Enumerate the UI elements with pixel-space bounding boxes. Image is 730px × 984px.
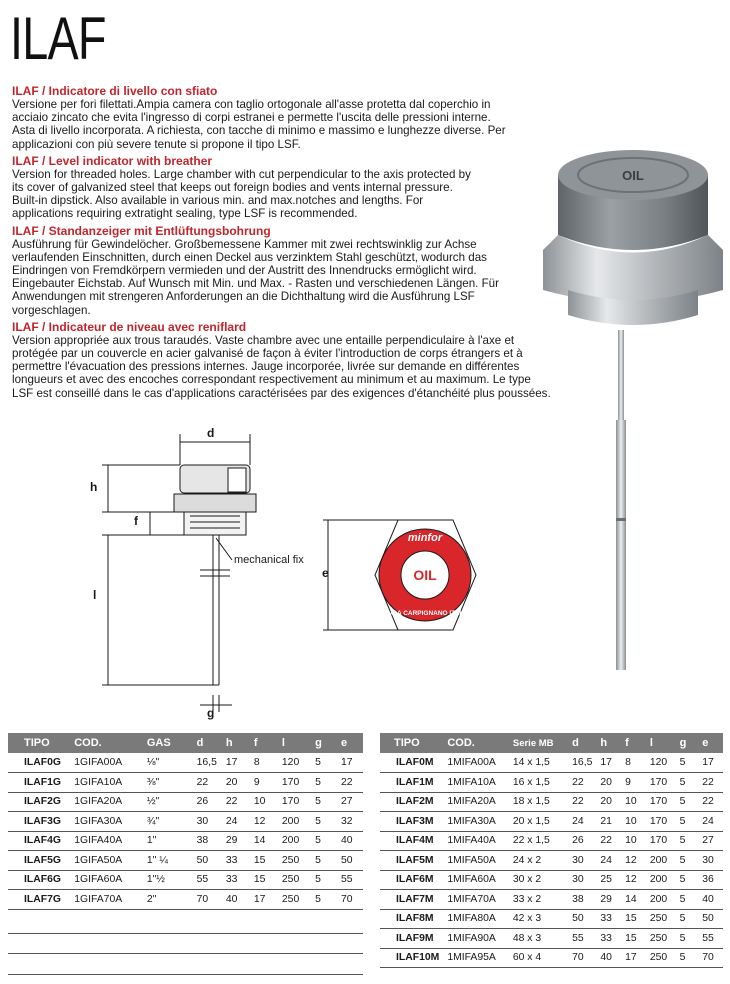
table-cell: 5 [676,753,699,773]
table-cell: 30 [568,870,596,890]
table-header-row [8,733,363,753]
table-cell: 70 [193,890,222,910]
table-cell: 250 [646,948,676,968]
table-cell: 30 [698,851,723,871]
col-e: e [337,733,363,753]
table-cell: ILAF8M [380,909,443,929]
table-cell: 16,5 [193,753,222,773]
dim-f-label: f [134,514,138,528]
table-cell: 22 x 1,5 [509,831,568,851]
table-cell: 24 [568,812,596,832]
table-cell: 33 [222,851,250,871]
table-cell: 120 [278,753,311,773]
table-cell: 9 [621,773,646,793]
table-cell: 33 [596,909,621,929]
table-cell: 1MIFA20A [443,792,509,812]
table-cell: 170 [646,831,676,851]
table-row [380,753,723,773]
table-cell: 5 [676,792,699,812]
table-cell: 1GIFA40A [70,831,143,851]
table-cell: ILAF2M [380,792,443,812]
table-cell: 17 [698,753,723,773]
table-cell: 24 [596,851,621,871]
table-cell: ILAF6G [8,870,70,890]
table-cell: 1GIFA10A [70,773,143,793]
table-cell: 200 [278,831,311,851]
table-cell: 50 [193,851,222,871]
table-cell: 15 [621,909,646,929]
table-cell: 17 [250,890,278,910]
table-cell: 5 [676,851,699,871]
table-cell: 170 [278,792,311,812]
table-cell: 14 [250,831,278,851]
dim-d-label: d [207,426,215,440]
table-cell: 17 [222,753,250,773]
table-cell: 250 [278,870,311,890]
table-cell: 22 [698,773,723,793]
table-cell: 5 [676,890,699,910]
table-cell: 1MIFA80A [443,909,509,929]
table-cell: ILAF6M [380,870,443,890]
table-cell: 22 [698,792,723,812]
table-cell: 15 [621,929,646,949]
col-h: h [222,733,250,753]
table-cell: 1GIFA50A [70,851,143,871]
table-cell: 17 [337,753,363,773]
table-gas-empty-rows [8,913,363,975]
col-serie-mb: Serie MB [509,733,568,753]
table-cell: 1GIFA60A [70,870,143,890]
table-cell: 33 [222,870,250,890]
table-row [380,929,723,949]
table-cell: ILAF0G [8,753,70,773]
table-cell: 200 [278,812,311,832]
table-cell: 1" [143,831,193,851]
table-row [8,773,363,793]
col-f: f [250,733,278,753]
table-cell: ILAF2G [8,792,70,812]
table-cell: 22 [568,773,596,793]
table-cell: ILAF5M [380,851,443,871]
section-heading-de: ILAF / Standanzeiger mit Entlüftungsbohrung [12,223,271,238]
table-cell: 27 [337,792,363,812]
table-cell: 1" ¼ [143,851,193,871]
table-cell: 10 [250,792,278,812]
table-cell: 1MIFA10A [443,773,509,793]
table-cell: 250 [278,890,311,910]
table-cell: 170 [646,773,676,793]
table-cell: 30 x 2 [509,870,568,890]
table-cell: ILAF4G [8,831,70,851]
table-cell: 10 [621,812,646,832]
table-cell: 16 x 1,5 [509,773,568,793]
table-row [380,851,723,871]
table-row [380,890,723,910]
table-cell: 16,5 [568,753,596,773]
table-cell: 1MIFA70A [443,890,509,910]
table-cell: 38 [193,831,222,851]
table-row [8,753,363,773]
table-cell: 20 [596,792,621,812]
table-cell: 1GIFA30A [70,812,143,832]
table-cell: 5 [676,909,699,929]
table-cell: ½" [143,792,193,812]
page-title: ILAF [10,5,106,72]
table-cell: 18 x 1,5 [509,792,568,812]
table-cell: 15 [250,870,278,890]
table-cell: 26 [193,792,222,812]
table-cell: ILAF4M [380,831,443,851]
table-cell: 250 [646,909,676,929]
table-cell: 17 [596,753,621,773]
table-cell: 1MIFA30A [443,812,509,832]
table-mb [380,733,723,968]
table-cell: 22 [568,792,596,812]
table-cell: 1"½ [143,870,193,890]
table-cell: 26 [568,831,596,851]
table-row [380,870,723,890]
table-cell: 12 [621,851,646,871]
table-cell: ILAF1M [380,773,443,793]
table-cell: 22 [596,831,621,851]
table-cell: 170 [646,812,676,832]
col-g: g [676,733,699,753]
table-cell: ILAF5G [8,851,70,871]
table-cell: 14 x 1,5 [509,753,568,773]
table-cell: ILAF3G [8,812,70,832]
table-cell: 30 [193,812,222,832]
table-cell: 5 [311,792,337,812]
col-f: f [621,733,646,753]
table-cell: 10 [621,831,646,851]
table-cell: 250 [646,929,676,949]
table-cell: 48 x 3 [509,929,568,949]
col-cod: COD. [443,733,509,753]
section-body-de: Ausführung für Gewindelöcher. Großbemessene Kammer mit zwei rechtswinklig zur Achse verlaufenden Einschnitten, durch einen Deckel aus verzinktem Stahl geschützt, wodurch das Eindringen von Fremdkörpern vermieden und der Austritt des Innendrucks ermöglicht wird. Eingebauter Eichstab. Auf Wunsch mit Min. und Max. - Rasten und verschiedenen Längen. Für Anwendungen mit strengeren Anforderungen an die Dichthaltung wird die Ausführung LSF vorgeschlagen. [12,237,499,317]
table-row [380,773,723,793]
table-cell: ILAF0M [380,753,443,773]
table-cell: 12 [621,870,646,890]
table-cell: 40 [222,890,250,910]
table-row [380,831,723,851]
table-cell: 33 x 2 [509,890,568,910]
cap-ring-text: CURA CARPIGNANO ITALY [382,610,468,617]
table-cell: 200 [646,851,676,871]
table-row [8,812,363,832]
table-cell: 170 [278,773,311,793]
table-cell: 5 [676,831,699,851]
col-l: l [646,733,676,753]
table-cell: 5 [676,812,699,832]
table-cell: 55 [568,929,596,949]
cap-oil-text: OIL [413,567,437,583]
svg-text:OIL: OIL [622,168,644,183]
table-cell: 5 [676,929,699,949]
table-cell: 33 [596,929,621,949]
table-cell: 5 [676,870,699,890]
table-row [380,909,723,929]
col-g: g [311,733,337,753]
table-cell: 170 [646,792,676,812]
table-cell: 5 [311,773,337,793]
col-tipo: TIPO [380,733,443,753]
table-cell: 42 x 3 [509,909,568,929]
table-cell: 30 [568,851,596,871]
table-cell: ILAF3M [380,812,443,832]
table-cell: 29 [596,890,621,910]
table-cell: 8 [621,753,646,773]
table-row [8,870,363,890]
table-cell: 1MIFA00A [443,753,509,773]
table-cell: 1MIFA90A [443,929,509,949]
col-gas: GAS [143,733,193,753]
table-cell: 70 [337,890,363,910]
table-cell: 1MIFA40A [443,831,509,851]
table-cell: 70 [568,948,596,968]
table-gas [8,733,363,910]
table-cell: ILAF9M [380,929,443,949]
table-cell: 5 [311,851,337,871]
col-cod: COD. [70,733,143,753]
table-cell: ILAF7M [380,890,443,910]
section-heading-it: ILAF / Indicatore di livello con sfiato [12,84,218,98]
table-cell: 1MIFA60A [443,870,509,890]
table-cell: 12 [250,812,278,832]
col-d: d [568,733,596,753]
table-cell: 70 [698,948,723,968]
table-cell: 50 [568,909,596,929]
table-cell: 5 [676,773,699,793]
section-body-en: Version for threaded holes. Large chamber with cut perpendicular to the axis protected by its cover of galvanized steel that keeps out foreign bodies and vents internal pressure. Built-in dipstick. Also available in various min. and max.notches and lengths. For applications requiring extratight sealing, type LSF is recommended. [12,167,471,221]
table-row [8,851,363,871]
table-cell: 200 [646,870,676,890]
table-cell: 250 [278,851,311,871]
table-cell: 1MIFA50A [443,851,509,871]
table-cell: 29 [222,831,250,851]
empty-row [8,913,363,934]
table-cell: ILAF7G [8,890,70,910]
section-body-fr: Version appropriée aux trous taraudés. Vaste chambre avec une entaille perpendiculaire à l'axe et protégée par un couvercle en acier galvanisé de façon à éviter l'introduction de corps étrangers et à permettre l'évacuation des pressions internes. Jauge incorporée, livrée sur demande en différentes longueurs et avec des encoches correspondant respectivement au minimum et au maximum. Le type LSF est conseillé dans le cas d'applications caractérisées par des exigences d'étanchéité plus poussées. [12,333,551,400]
table-cell: 1MIFA95A [443,948,509,968]
table-cell: 22 [337,773,363,793]
table-cell: 1GIFA70A [70,890,143,910]
table-cell: 22 [193,773,222,793]
table-cell: 25 [596,870,621,890]
table-cell: 9 [250,773,278,793]
table-cell: ILAF1G [8,773,70,793]
table-row [380,948,723,968]
table-cell: 38 [568,890,596,910]
product-photo [538,140,728,680]
table-cell: 17 [621,948,646,968]
table-cell: 50 [337,851,363,871]
dim-g-label: g [207,706,215,720]
table-cell: 55 [698,929,723,949]
table-cell: 5 [311,753,337,773]
table-cell: 50 [698,909,723,929]
table-cell: 20 x 1,5 [509,812,568,832]
table-cell: 32 [337,812,363,832]
table-cell: 5 [311,890,337,910]
table-cell: 14 [621,890,646,910]
cap-brand-text: minfor [407,532,443,544]
col-d: d [193,733,222,753]
table-cell: 5 [676,948,699,968]
col-tipo: TIPO [8,733,70,753]
cap-top-view [318,505,478,645]
section-body-it: Versione per fori filettati.Ampia camera con taglio ortogonale all'asse protetta dal coperchio in acciaio zincato che evita l'ingresso di corpi estranei e permette l'uscita delle pressioni interne. Asta di livello incorporata. A richiesta, con tacche di minimo e massimo e lunghezze diverse. Per applicazioni con più severe tenute si propone il tipo LSF. [12,98,506,151]
table-cell: 40 [596,948,621,968]
table-row [380,792,723,812]
table-cell: ⅜" [143,773,193,793]
empty-row [8,934,363,955]
table-cell: 5 [311,812,337,832]
table-cell: 27 [698,831,723,851]
dim-h-label: h [90,480,98,494]
table-cell: 1GIFA00A [70,753,143,773]
table-cell: 21 [596,812,621,832]
table-row [8,890,363,910]
table-cell: ⅛" [143,753,193,773]
table-cell: 8 [250,753,278,773]
table-cell: 40 [698,890,723,910]
table-cell: 36 [698,870,723,890]
table-cell: 60 x 4 [509,948,568,968]
table-cell: 5 [311,870,337,890]
table-cell: ¾" [143,812,193,832]
table-cell: ILAF10M [380,948,443,968]
col-e: e [698,733,723,753]
table-row [8,792,363,812]
table-cell: 55 [193,870,222,890]
table-cell: 24 [222,812,250,832]
section-heading-fr: ILAF / Indicateur de niveau avec reniflard [12,319,247,334]
col-l: l [278,733,311,753]
table-header-row [380,733,723,753]
table-cell: 2" [143,890,193,910]
table-cell: 120 [646,753,676,773]
table-cell: 5 [311,831,337,851]
table-cell: 10 [621,792,646,812]
table-row [380,812,723,832]
table-cell: 20 [222,773,250,793]
section-heading-en: ILAF / Level indicator with breather [12,153,213,168]
mechanical-fix-label: mechanical fix [234,554,304,566]
dim-e-label: e [322,566,329,580]
table-cell: 55 [337,870,363,890]
table-cell: 40 [337,831,363,851]
dim-l-label: l [93,588,97,602]
table-cell: 1GIFA20A [70,792,143,812]
table-cell: 200 [646,890,676,910]
col-h: h [596,733,621,753]
table-cell: 15 [250,851,278,871]
table-row [8,831,363,851]
table-cell: 20 [596,773,621,793]
table-cell: 24 x 2 [509,851,568,871]
description-block [12,81,552,400]
empty-row [8,954,363,975]
table-cell: 22 [222,792,250,812]
table-cell: 24 [698,812,723,832]
technical-drawing [80,420,320,730]
